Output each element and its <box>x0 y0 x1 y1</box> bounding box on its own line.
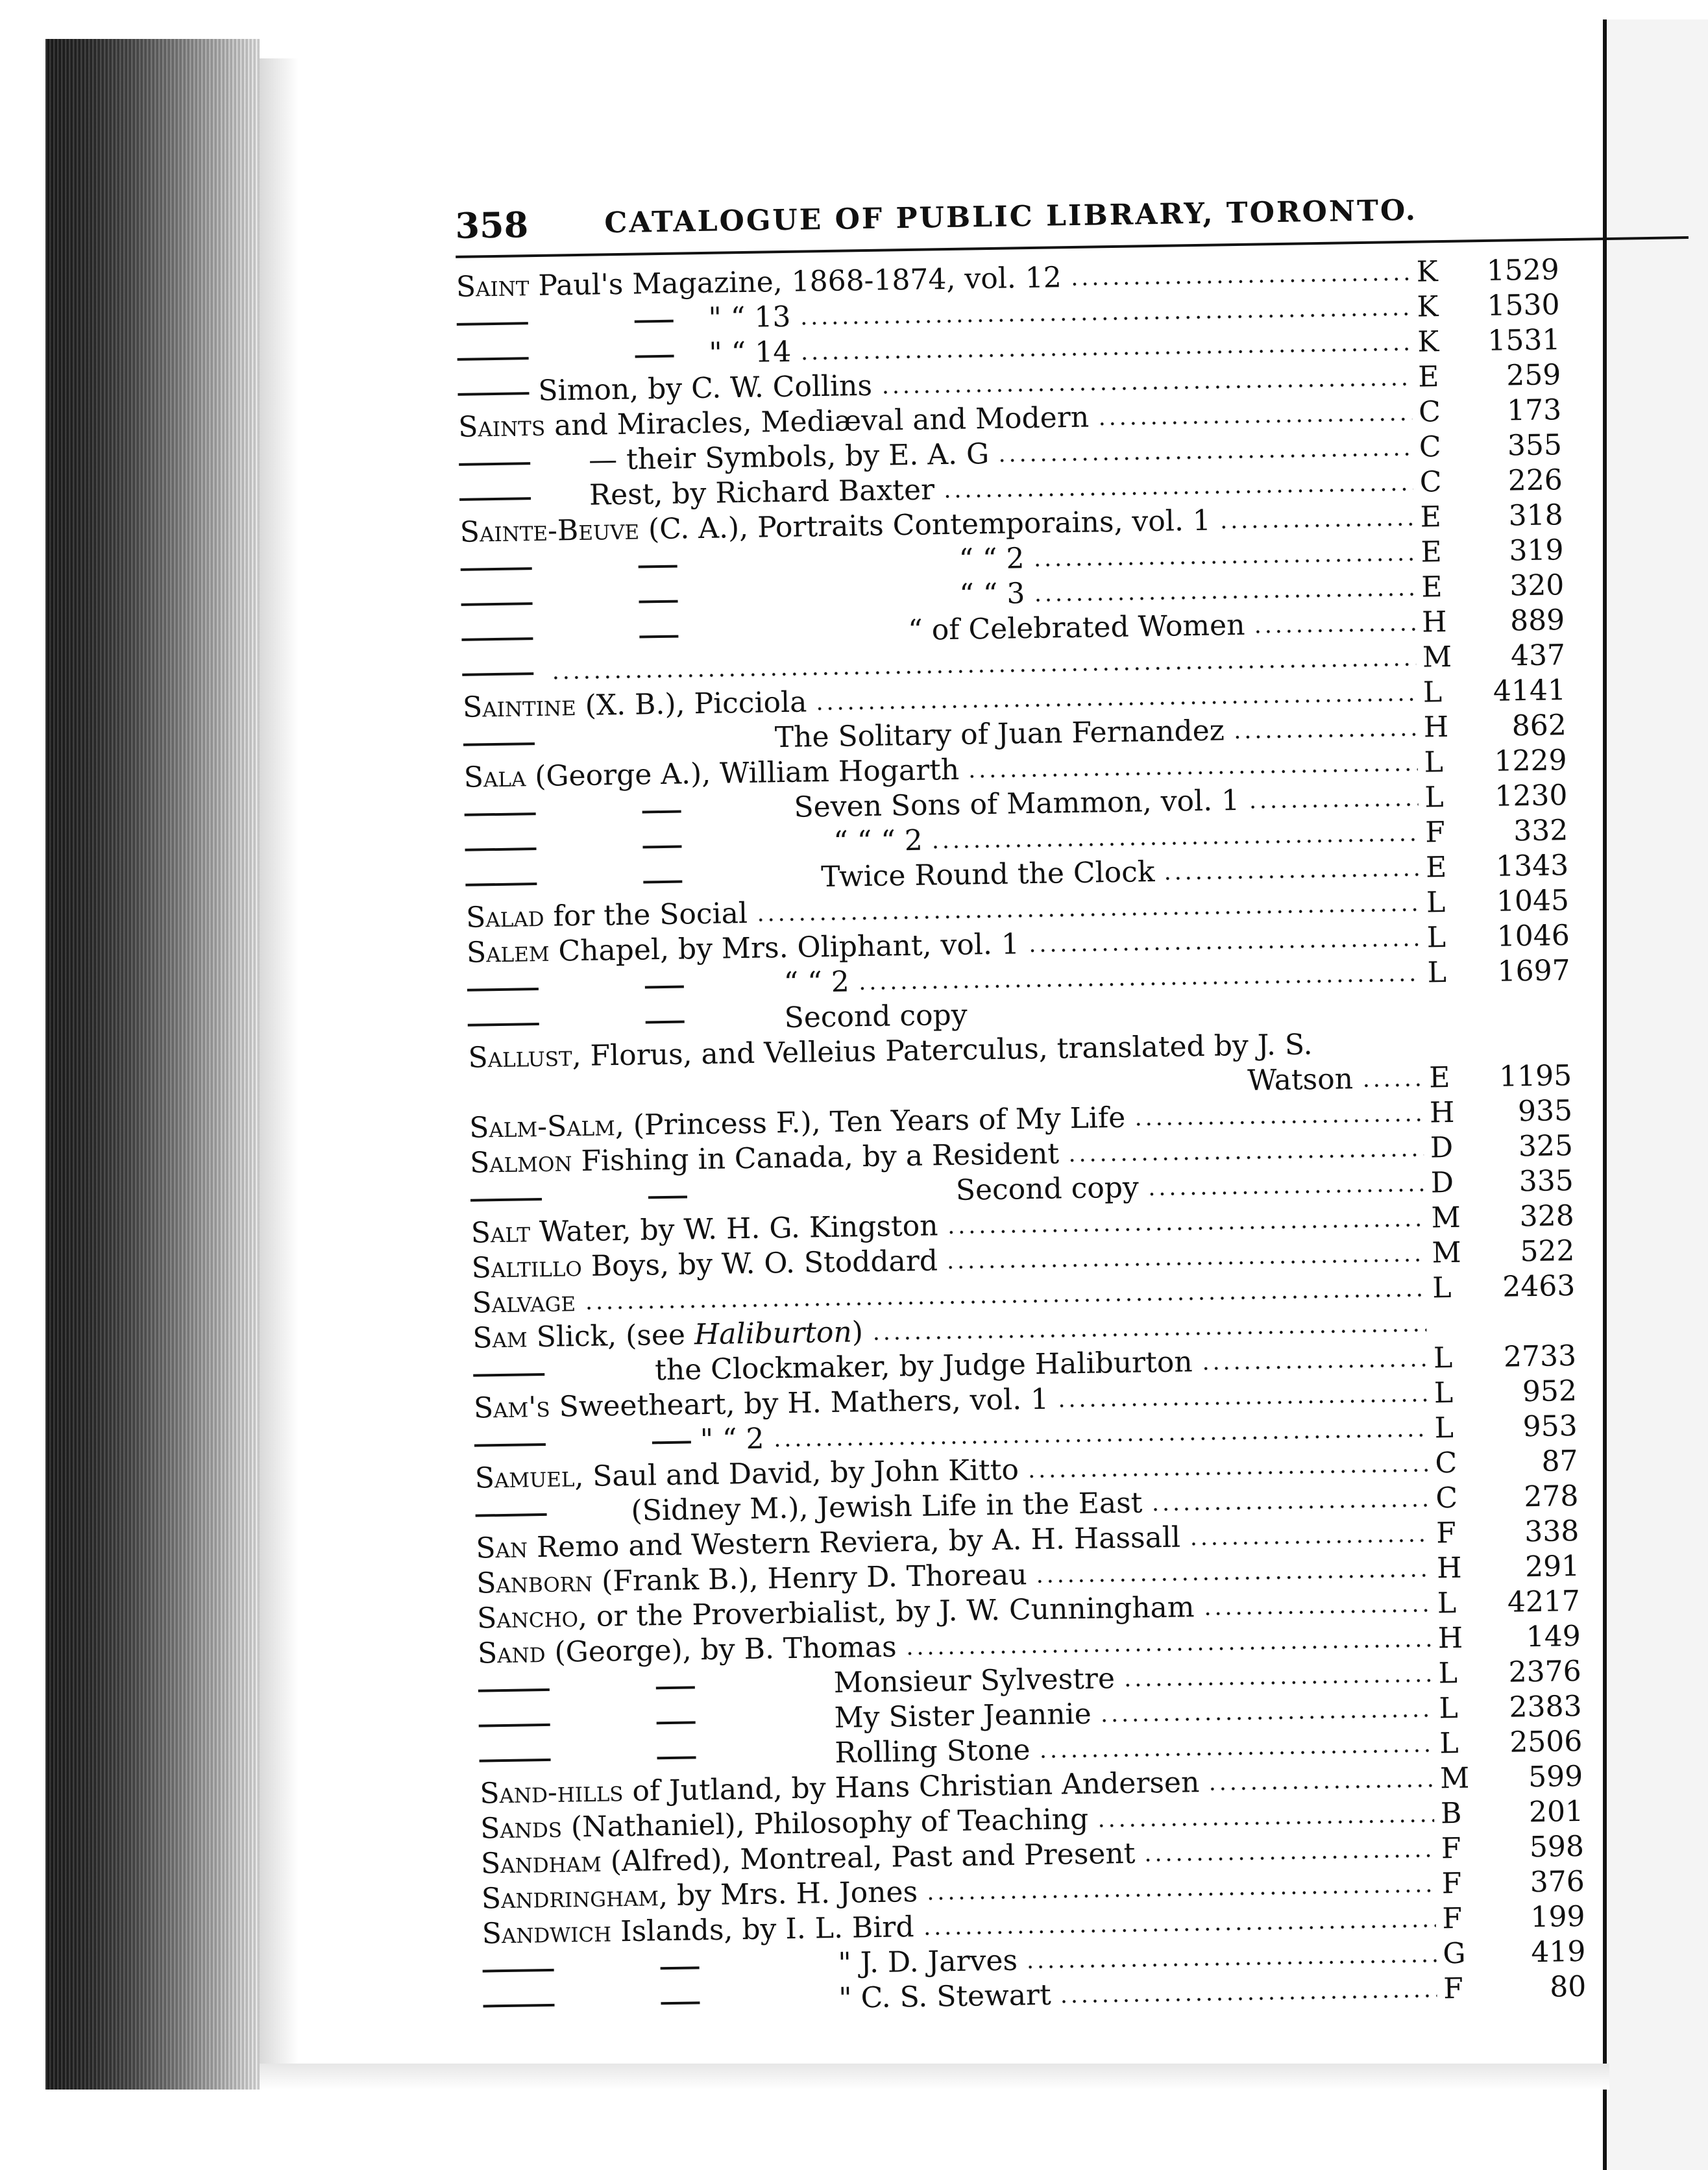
dot-leader <box>930 838 1419 849</box>
entry-heading: Sam <box>472 1321 528 1355</box>
entry-heading: Samuel <box>474 1460 575 1495</box>
dot-leader <box>1162 873 1419 881</box>
entry-text: and Miracles, Mediæval and Modern <box>544 400 1090 443</box>
call-number: 437 <box>1510 639 1566 673</box>
shelf-letter: C <box>1435 1481 1458 1515</box>
dot-leader <box>946 1258 1426 1270</box>
entry-title <box>472 1284 576 1321</box>
ditto-dash <box>462 672 533 676</box>
dot-leader <box>1202 1609 1431 1616</box>
call-number: 328 <box>1519 1199 1574 1234</box>
ditto-dash <box>459 497 531 501</box>
entry-text: “ “ 3 <box>959 577 1025 611</box>
ditto-dash <box>458 357 529 361</box>
entry-text: Watson <box>1247 1062 1354 1097</box>
ditto-dash <box>639 635 678 638</box>
dot-leader <box>1032 557 1415 567</box>
shelf-letter: L <box>1427 956 1447 990</box>
shelf-letter: L <box>1439 1691 1459 1725</box>
ditto-dash <box>656 1686 695 1689</box>
call-number: 952 <box>1522 1374 1578 1409</box>
call-number: 201 <box>1528 1794 1584 1829</box>
call-number: 335 <box>1519 1164 1574 1199</box>
call-number: 80 <box>1549 1969 1587 2004</box>
dot-leader <box>1188 1539 1430 1546</box>
dot-leader <box>942 487 1413 498</box>
entry-text: , Florus, and Velleius Paterculus, translated by J. S. <box>572 1028 1313 1073</box>
ditto-dash <box>661 1966 700 1969</box>
ditto-dash <box>646 1020 685 1023</box>
entry-heading: Sandwich <box>482 1915 612 1951</box>
entry-text: Rolling Stone <box>835 1733 1031 1770</box>
shelf-letter <box>1428 990 1467 991</box>
shelf-letter: D <box>1430 1130 1454 1165</box>
entry-title <box>466 896 748 936</box>
dot-leader <box>799 312 1411 326</box>
ditto-dash <box>459 462 530 466</box>
ditto-dash <box>461 602 533 606</box>
entry-text: (Nathaniel), Philosophy of Teaching <box>561 1802 1089 1844</box>
dot-leader <box>925 1888 1435 1900</box>
shelf-letter: K <box>1416 255 1438 289</box>
ditto-dash <box>465 812 536 816</box>
entry-text: Fishing in Canada, by a Resident <box>572 1137 1060 1178</box>
entry-text-after: ) <box>851 1315 864 1349</box>
entry-text: (Frank B.), Henry D. Thoreau <box>592 1558 1028 1598</box>
call-number: 1697 <box>1497 954 1571 988</box>
call-number: 4141 <box>1493 674 1567 708</box>
dot-leader <box>1096 1819 1434 1828</box>
shelf-letter: F <box>1442 1901 1463 1936</box>
call-number: 522 <box>1520 1234 1575 1269</box>
shelf-letter: C <box>1418 395 1441 429</box>
call-number: 259 <box>1506 358 1561 393</box>
ditto-dash <box>643 880 682 883</box>
entry-heading: Sallust <box>468 1040 572 1075</box>
entry-heading: Saltillo <box>471 1250 583 1285</box>
ditto-dash <box>470 1197 542 1201</box>
entry-text: " “ 2 <box>700 1422 764 1457</box>
call-number: 1529 <box>1486 253 1560 287</box>
shelf-letter: L <box>1434 1376 1454 1410</box>
call-number: 862 <box>1511 709 1567 743</box>
shelf-letter: K <box>1417 290 1439 324</box>
shelf-letter: H <box>1437 1621 1463 1655</box>
ditto-dash <box>463 742 535 746</box>
ditto-dash <box>461 567 532 571</box>
dot-leader <box>857 978 1421 991</box>
shelf-letter: E <box>1421 570 1443 604</box>
ditto-dash <box>642 845 681 848</box>
call-number: 278 <box>1524 1479 1579 1514</box>
entry-text: the Clockmaker, by Judge Haliburton <box>654 1345 1193 1387</box>
page-number: 358 <box>454 204 529 247</box>
entry-heading: Salm-Salm <box>469 1109 616 1145</box>
shelf-letter: F <box>1441 1831 1461 1866</box>
dot-leader <box>1123 1679 1432 1687</box>
entry-text: — their Symbols, by E. A. G <box>588 437 990 477</box>
entry-heading: Sala <box>463 760 526 794</box>
call-number: 1195 <box>1498 1059 1572 1093</box>
call-number: 1343 <box>1495 849 1569 883</box>
dot-leader <box>1151 1504 1430 1512</box>
call-number: 1531 <box>1487 323 1561 358</box>
ditto-dash <box>635 319 674 323</box>
dot-leader <box>1027 943 1421 953</box>
ditto-dash <box>661 2001 700 2005</box>
shelf-letter: L <box>1439 1726 1459 1761</box>
entry-text: , Saul and David, by John Kitto <box>574 1453 1019 1494</box>
dot-leader <box>905 1644 1432 1656</box>
shelf-letter: M <box>1431 1201 1461 1235</box>
call-number: 173 <box>1506 393 1562 428</box>
entry-text: Water, by W. H. G. Kingston <box>530 1209 938 1249</box>
entry-text: My Sister Jeannie <box>834 1697 1092 1735</box>
entry-heading: Saintine <box>462 689 577 724</box>
call-number: 598 <box>1529 1829 1585 1864</box>
ditto-dash <box>465 883 537 886</box>
entry-title <box>467 965 849 1006</box>
dot-leader <box>1027 1469 1429 1479</box>
shelf-letter: C <box>1419 430 1442 464</box>
dot-leader <box>772 1433 1428 1448</box>
entry-text: " C. S. Stewart <box>838 1978 1052 2015</box>
shelf-letter: L <box>1424 781 1445 814</box>
entry-title <box>457 335 791 375</box>
shelf-letter: H <box>1429 1095 1455 1130</box>
shelf-letter: H <box>1423 710 1449 744</box>
entry-heading: Salem <box>466 934 550 969</box>
call-number: 953 <box>1522 1409 1578 1444</box>
dot-leader <box>1056 1398 1428 1408</box>
dot-leader <box>814 698 1417 711</box>
entry-text: Monsieur Sylvestre <box>833 1662 1116 1700</box>
shelf-letter: C <box>1435 1446 1458 1480</box>
entry-heading: Sanborn <box>476 1565 593 1600</box>
entry-heading: Sainte-Beuve <box>459 513 640 549</box>
ditto-dash <box>476 1513 547 1517</box>
call-number: 199 <box>1530 1899 1585 1934</box>
call-number: 320 <box>1509 568 1565 603</box>
entry-text: Seven Sons of Mammon, vol. 1 <box>794 784 1240 824</box>
entry-heading: Salad <box>465 899 544 934</box>
shelf-letter: L <box>1434 1411 1454 1445</box>
shelf-letter: G <box>1443 1936 1466 1971</box>
dot-leader <box>1143 1854 1435 1862</box>
call-number: 2733 <box>1503 1339 1577 1374</box>
ditto-dash <box>461 637 533 641</box>
running-head: CATALOGUE OF PUBLIC LIBRARY, TORONTO. <box>604 193 1418 240</box>
entry-text: , (Princess F.), Ten Years of My Life <box>615 1101 1126 1143</box>
shelf-letter: D <box>1430 1165 1454 1200</box>
ditto-dash <box>648 1195 687 1199</box>
shelf-letter: E <box>1420 500 1442 534</box>
shelf-letter: F <box>1435 1516 1457 1550</box>
entry-text: " J. D. Jarves <box>838 1944 1018 1980</box>
dot-leader <box>1248 803 1419 809</box>
call-number: 1045 <box>1496 884 1570 918</box>
dot-leader <box>880 382 1411 395</box>
call-number: 1229 <box>1494 744 1567 778</box>
entry-heading: Sam's <box>473 1390 551 1425</box>
dot-leader <box>1034 1574 1430 1584</box>
shelf-letter: F <box>1443 1971 1464 2006</box>
entry-heading: Sancho <box>476 1600 579 1635</box>
ditto-dash <box>474 1443 546 1446</box>
shelf-letter: H <box>1436 1551 1462 1585</box>
call-number: 291 <box>1524 1549 1580 1584</box>
call-number: 338 <box>1524 1514 1580 1549</box>
dot-leader <box>946 1223 1425 1235</box>
entry-text: Slick, (see <box>527 1318 695 1354</box>
entry-text: Boys, by W. O. Stoddard <box>581 1244 938 1284</box>
ditto-dash <box>639 565 677 568</box>
entry-text: “ “ 2 <box>783 965 850 1000</box>
dot-leader <box>1133 1118 1423 1127</box>
dot-leader <box>1201 1363 1427 1371</box>
entry-heading: Saints <box>458 409 546 444</box>
call-number: 935 <box>1517 1094 1573 1128</box>
call-number: 332 <box>1513 814 1568 848</box>
shelf-letter: F <box>1441 1866 1462 1901</box>
entry-text: Sweetheart, by H. Mathers, vol. 1 <box>550 1382 1049 1424</box>
shelf-letter: L <box>1422 676 1443 709</box>
ditto-dash <box>657 1756 696 1759</box>
shelf-letter: F <box>1424 816 1446 849</box>
call-number: 2376 <box>1508 1654 1582 1689</box>
ditto-dash <box>483 2003 554 2007</box>
shelf-letter: L <box>1437 1586 1457 1620</box>
dot-leader <box>1252 628 1415 634</box>
entry-text: “ “ 2 <box>958 542 1025 576</box>
entry-italic: Haliburton <box>694 1315 853 1352</box>
entry-text: (X. B.), Picciola <box>576 685 807 723</box>
call-number: 376 <box>1530 1864 1585 1899</box>
entry-text: “ of Celebrated Women <box>907 608 1245 648</box>
entry-heading: Sand-hills <box>479 1775 624 1810</box>
dot-leader <box>1097 417 1412 426</box>
dot-leader <box>1038 1749 1434 1759</box>
shelf-letter: E <box>1425 851 1447 884</box>
shelf-letter: E <box>1421 535 1443 569</box>
ditto-dash <box>645 985 684 988</box>
shelf-letter: E <box>1417 360 1439 394</box>
dot-leader <box>755 908 1420 922</box>
call-number: 318 <box>1508 498 1564 533</box>
scan-border <box>0 0 1708 26</box>
dot-leader <box>967 768 1418 779</box>
entry-text: , by Mrs. H. Jones <box>658 1875 918 1913</box>
entry-heading: Saint <box>456 269 530 304</box>
shelf-letter: L <box>1432 1271 1452 1305</box>
call-number: 87 <box>1541 1444 1578 1478</box>
dot-leader <box>1147 1188 1424 1197</box>
ditto-dash <box>652 1441 691 1444</box>
shelf-letter: K <box>1417 325 1439 359</box>
dot-leader <box>1033 592 1415 602</box>
entry-text: (Alfred), Montreal, Past and Present <box>601 1836 1136 1879</box>
ditto-dash <box>465 847 536 851</box>
call-number: 419 <box>1531 1934 1586 1969</box>
shelf-letter: L <box>1424 746 1444 779</box>
dot-leader <box>1207 1784 1434 1791</box>
entry-text: Second copy <box>784 998 968 1035</box>
entry-heading: Salt <box>470 1215 531 1250</box>
entry-title <box>462 654 543 690</box>
page-bottom-shadow <box>260 2064 1609 2090</box>
shelf-letter: H <box>1421 605 1447 639</box>
entry-heading: Salmon <box>469 1145 572 1180</box>
entry-title <box>463 685 807 725</box>
entry-heading: Sandringham <box>481 1879 659 1916</box>
entry-text: (George), by B. Thomas <box>545 1630 897 1669</box>
call-number: 2383 <box>1509 1689 1582 1724</box>
call-number: 149 <box>1526 1619 1581 1654</box>
entry-title <box>456 300 790 340</box>
entry-text: for the Social <box>544 896 748 933</box>
entry-title <box>474 1422 764 1461</box>
entry-text: Chapel, by Mrs. Oliphant, vol. 1 <box>549 927 1020 968</box>
entry-text: (C. A.), Portraits Contemporains, vol. 1 <box>639 504 1212 546</box>
call-number: 325 <box>1518 1129 1574 1164</box>
call-number: 889 <box>1509 603 1565 638</box>
call-number: 226 <box>1507 463 1563 498</box>
dot-leader <box>1058 1993 1437 2003</box>
call-number: 1530 <box>1487 288 1560 323</box>
dot-leader <box>1025 1958 1437 1969</box>
book-page-edges <box>45 39 260 2090</box>
ditto-dash <box>478 1688 550 1692</box>
entry-text: Twice Round the Clock <box>820 855 1155 894</box>
shelf-letter: C <box>1419 465 1442 499</box>
ditto-dash <box>480 1758 551 1762</box>
ditto-dash <box>642 810 681 813</box>
entry-text: Simon, by C. W. Collins <box>538 369 873 408</box>
page-header <box>455 186 1689 257</box>
entry-title <box>472 1315 863 1356</box>
dot-leader <box>871 1328 1426 1341</box>
shelf-letter <box>1428 1025 1467 1026</box>
entry-text: Rest, by Richard Baxter <box>589 473 935 512</box>
shelf-letter: E <box>1428 1060 1450 1095</box>
dot-leader <box>1067 1153 1424 1163</box>
entry-text: " “ 14 <box>709 335 792 370</box>
shelf-letter: B <box>1440 1796 1462 1831</box>
ditto-dash <box>458 392 529 396</box>
entry-heading: San <box>476 1531 528 1565</box>
catalogue-page <box>286 149 1613 2051</box>
ditto-dash <box>457 322 528 326</box>
entry-heading: Sand <box>477 1635 546 1670</box>
ditto-dash <box>657 1721 696 1724</box>
entry-text: Second copy <box>955 1171 1140 1207</box>
shelf-letter: L <box>1438 1656 1458 1690</box>
entry-text: , or the Proverbialist, by J. W. Cunningham <box>578 1591 1195 1634</box>
ditto-dash <box>473 1372 544 1376</box>
dot-leader <box>1361 1083 1422 1088</box>
call-number: 2506 <box>1509 1724 1583 1759</box>
call-number: 355 <box>1507 428 1563 463</box>
ditto-dash <box>483 1968 554 1972</box>
entry-text: Islands, by I. L. Bird <box>611 1910 914 1949</box>
entry-text: " “ 13 <box>708 300 791 335</box>
entry-heading: Sands <box>480 1810 563 1846</box>
ditto-dash <box>467 988 539 992</box>
entry-text: “ “ “ 2 <box>833 823 923 859</box>
shelf-letter: L <box>1433 1341 1453 1375</box>
dot-leader <box>1219 522 1414 530</box>
shelf-letter: M <box>1432 1236 1461 1270</box>
entry-text: Remo and Western Reviera, by A. H. Hassall <box>527 1520 1181 1565</box>
entry-heading: Sandham <box>480 1845 602 1881</box>
entry-text: (George A.), William Hogarth <box>525 753 960 794</box>
call-number: 599 <box>1528 1759 1583 1794</box>
ditto-dash <box>635 354 674 358</box>
dot-leader <box>1069 277 1410 286</box>
ditto-dash <box>479 1723 550 1727</box>
entry-text: Paul's Magazine, 1868-1874, vol. 12 <box>529 261 1062 303</box>
entry-text: The Solitary of Juan Fernandez <box>774 714 1225 755</box>
ditto-dash <box>639 600 678 603</box>
dot-leader <box>1232 733 1417 739</box>
entry-heading: Salvage <box>472 1285 576 1320</box>
dot-leader <box>1099 1714 1433 1723</box>
call-number: 2463 <box>1502 1269 1576 1304</box>
call-number: 319 <box>1509 533 1564 568</box>
entry-text: of Jutland, by Hans Christian Andersen <box>623 1766 1200 1809</box>
shelf-letter: M <box>1422 640 1452 674</box>
dot-leader <box>922 1923 1436 1935</box>
entry-text: (Sidney M.), Jewish Life in the East <box>631 1486 1143 1528</box>
ditto-dash <box>468 1023 539 1027</box>
call-number: 1046 <box>1496 919 1570 953</box>
shelf-letter: L <box>1426 921 1446 955</box>
shelf-letter: M <box>1439 1761 1470 1796</box>
shelf-letter: L <box>1426 886 1446 920</box>
entry-title <box>458 369 872 410</box>
call-number: 1230 <box>1494 779 1568 813</box>
dot-leader <box>997 452 1413 463</box>
dot-leader <box>799 347 1411 361</box>
call-number: 4217 <box>1507 1584 1581 1619</box>
